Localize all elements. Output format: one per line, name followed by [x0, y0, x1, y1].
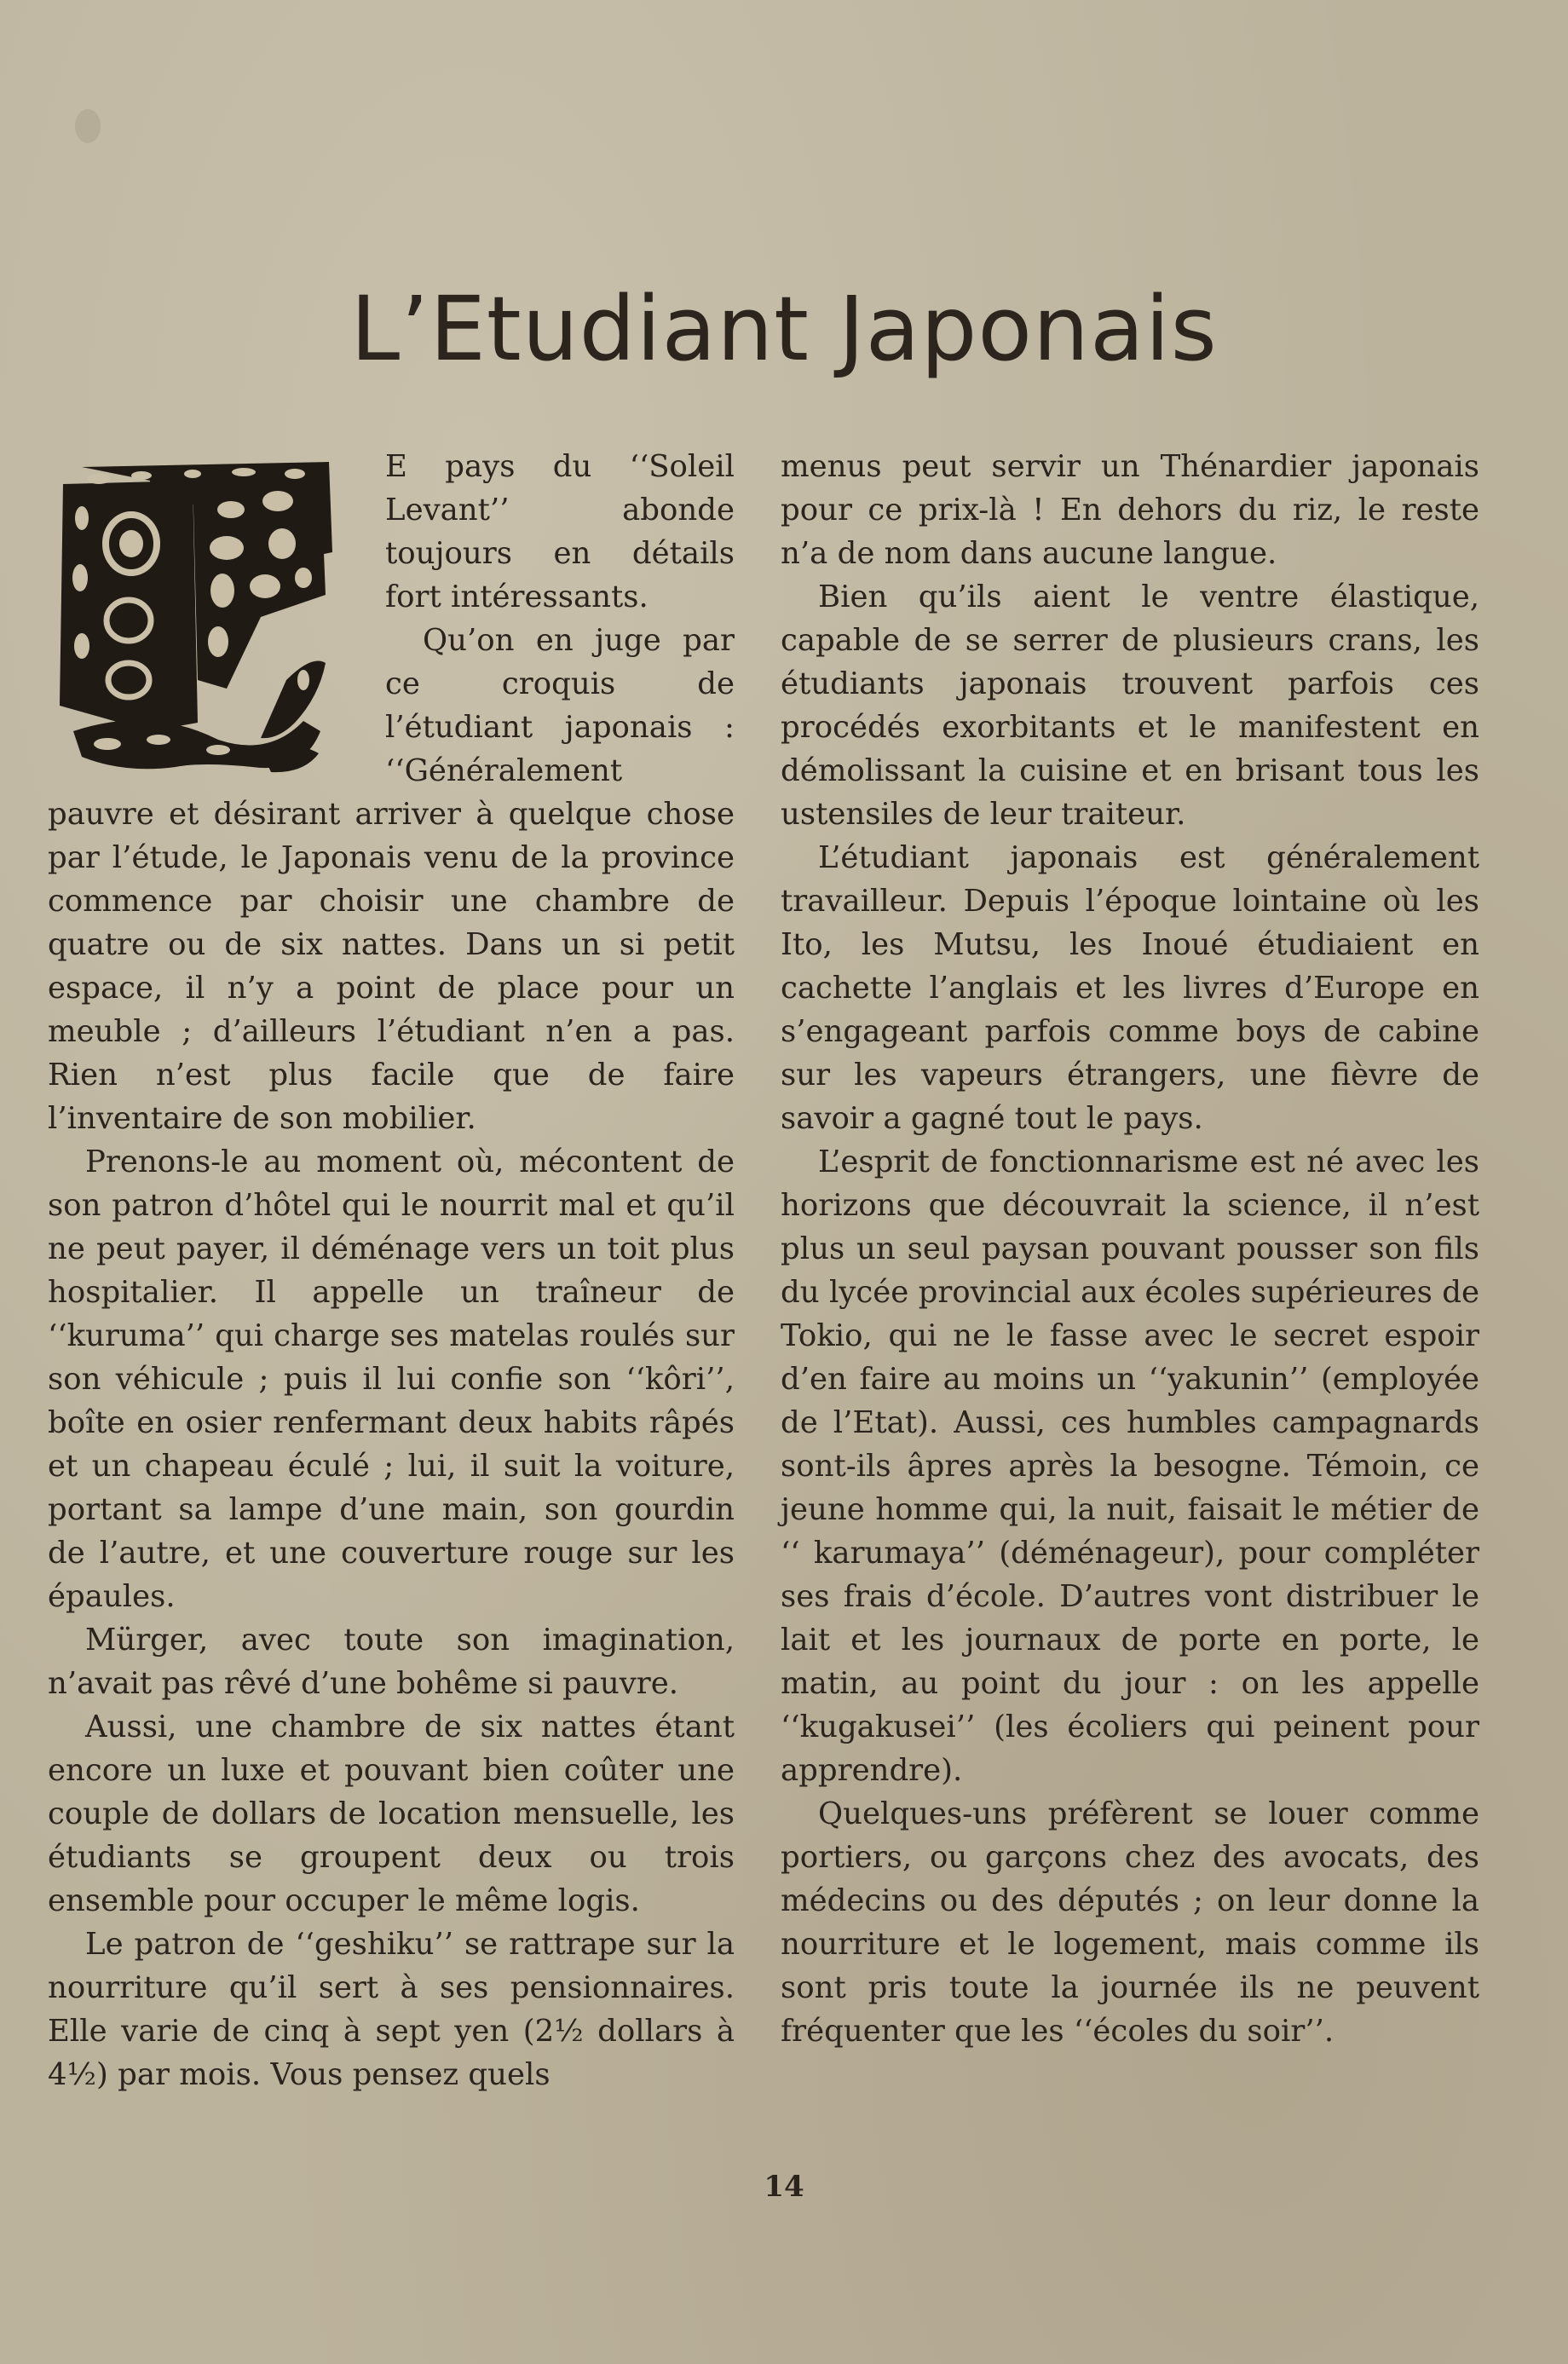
paragraph: L’étudiant japonais est généralement travailleur. Depuis l’époque lointaine où les Ito, les Mutsu, les Inoué étudiaient en cachette l’anglais et les livres d’Europe en s’engageant parfois comme boys de cabine sur les vapeurs étrangers, une fièvre de savoir a gagné tout le pays. — [781, 840, 1479, 1136]
page-number: 14 — [764, 2170, 804, 2204]
left-column — [48, 445, 735, 2096]
paragraph: L’esprit de fonctionnarisme est né avec les horizons que découvrait la science, il n’est plus un seul paysan pouvant pousser son fils du lycée provincial aux écoles supérieures de Tokio, qui ne le fasse avec le secret espoir d’en faire au moins un ‘‘yakunin’’ (employée de l’Etat). Aussi, ces humbles campagnards sont-ils âpres après la besogne. Témoin, ce jeune homme qui, la nuit, faisait le métier de ‘‘ karumaya’’ (déménageur), pour compléter ses frais d’école. D’autres vont distribuer le lait et les journaux de porte en porte, le matin, au point du jour : on les appelle ‘‘kugakusei’’ (les écoliers qui peinent pour apprendre). — [781, 1145, 1479, 1788]
paragraph: E pays du ‘‘Soleil Levant’’ abonde toujours en détails fort intéressants. — [385, 449, 735, 614]
paragraph: Bien qu’ils aient le ventre élastique, capable de se serrer de plusieurs crans, les étudiants japonais trouvent parfois ces procédés exorbitants et le manifestent en démolissant la cuisine et en brisant tous les ustensiles de leur traiteur. — [781, 579, 1479, 832]
paragraph: Quelques-uns préfèrent se louer comme portiers, ou garçons chez des avocats, des médecins ou des députés ; on leur donne la nourriture et le logement, mais comme ils sont pris toute la journée ils ne peuvent fréquenter que les ‘‘écoles du soir’’. — [781, 1796, 1479, 2049]
drop-cap-ornament-icon — [48, 450, 343, 789]
paragraph: menus peut servir un Thénardier japonais pour ce prix-là ! En dehors du riz, le reste n’a de nom dans aucune langue. — [781, 449, 1479, 571]
article-title: L’Etudiant Japonais — [350, 277, 1218, 381]
paper-stain — [75, 109, 101, 143]
paragraph: Le patron de ‘‘geshiku’’ se rattrape sur la nourriture qu’il sert à ses pensionnaires. Elle varie de cinq à sept yen (2½ dollars à 4½) par mois. Vous pensez quels — [48, 1927, 735, 2092]
right-column — [781, 445, 1479, 2053]
paragraph: Mürger, avec toute son imagination, n’avait pas rêvé d’une bohême si pauvre. — [48, 1623, 735, 1701]
paragraph: Qu’on en juge par ce croquis de l’étudiant japonais : ‘‘Généralement pauvre et désirant arriver à quelque chose par l’étude, le Japonais venu de la province commence par choisir une chambre de quatre ou de six nattes. Dans un si petit espace, il n’y a point de place pour un meuble ; d’ailleurs l’étudiant n’en a pas. Rien n’est plus facile que de faire l’inventaire de son mobilier. — [48, 623, 735, 1136]
ornamental-drop-cap — [48, 450, 343, 789]
paragraph: Prenons-le au moment où, mécontent de son patron d’hôtel qui le nourrit mal et qu’il ne peut payer, il déménage vers un toit plus hospitalier. Il appelle un traîneur de ‘‘kuruma’’ qui charge ses matelas roulés sur son véhicule ; puis il lui confie son ‘‘kôri’’, boîte en osier renfermant deux habits râpés et un chapeau éculé ; lui, il suit la voiture, portant sa lampe d’une main, son gourdin de l’autre, et une couverture rouge sur les épaules. — [48, 1145, 735, 1614]
paragraph: Aussi, une chambre de six nattes étant encore un luxe et pouvant bien coûter une couple de dollars de location mensuelle, les étudiants se groupent deux ou trois ensemble pour occuper le même logis. — [48, 1710, 735, 1918]
